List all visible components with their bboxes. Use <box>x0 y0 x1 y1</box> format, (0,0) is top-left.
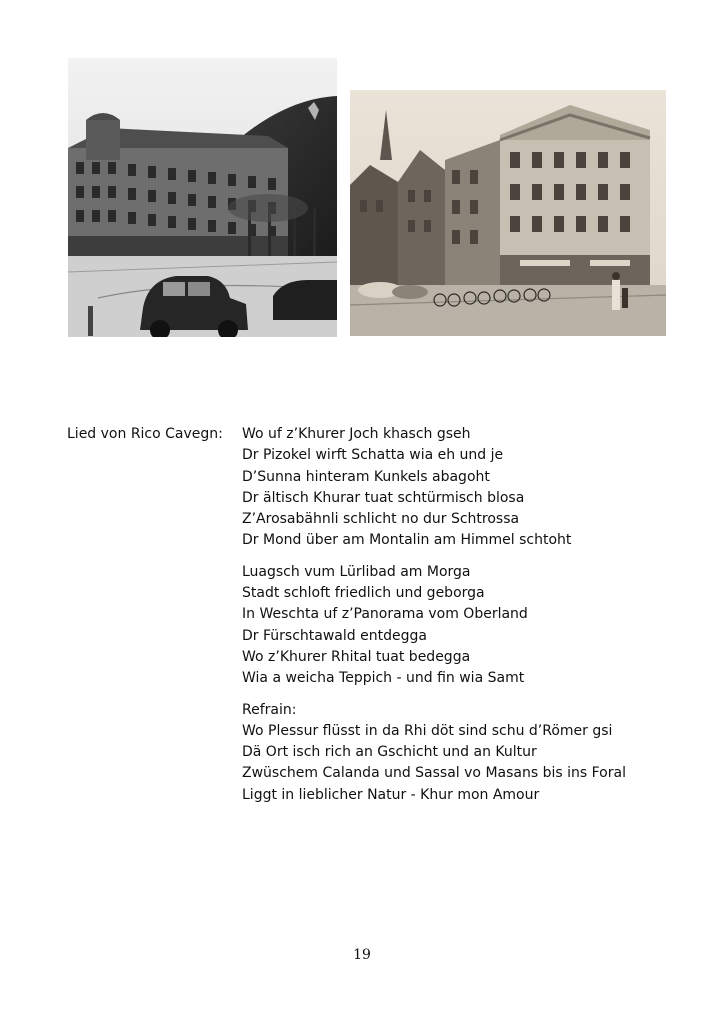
lyric-line: Zwüschem Calanda und Sassal vo Masans bis ins Foral <box>242 765 626 782</box>
lyric-line: Wo Plessur flüsst in da Rhi döt sind schu d’Römer gsi <box>242 722 613 739</box>
stanza-refrain <box>242 700 626 806</box>
left-photo <box>68 58 337 337</box>
lyric-line: Dr Mond über am Montalin am Himmel schtoht <box>242 532 572 549</box>
page-number: 19 <box>353 947 371 963</box>
lyric-line: Wo uf z’Khurer Joch khasch gseh <box>242 426 471 442</box>
lyric-line: Luagsch vum Lürlibad am Morga <box>242 563 471 580</box>
lyric-line: Wo z’Khurer Rhital tuat bedegga <box>242 648 471 665</box>
right-photo <box>350 90 666 336</box>
song-lyrics <box>242 424 626 816</box>
lyric-line: Z’Arosabähnli schlicht no dur Schtrossa <box>242 511 520 528</box>
lyric-line: Wia a weicha Teppich - und fin wia Samt <box>242 670 525 687</box>
lyric-line: Liggt in lieblicher Natur - Khur mon Amour <box>242 786 540 803</box>
lyric-line: Dr Pizokel wirft Schatta wia eh und je <box>242 447 504 464</box>
stanza-1 <box>242 424 626 552</box>
refrain-heading: Refrain: <box>242 701 297 718</box>
lyric-line: Dr ältisch Khurar tuat schtürmisch blosa <box>242 489 525 506</box>
lyric-line: Dr Fürschtawald entdegga <box>242 627 427 644</box>
lyric-line: Dä Ort isch rich an Gschicht und an Kultur <box>242 744 537 761</box>
lyric-line: D’Sunna hinteram Kunkels abagoht <box>242 468 490 485</box>
stanza-2 <box>242 562 626 690</box>
song-author-label: Lied von Rico Cavegn: <box>67 426 223 442</box>
lyric-line: In Weschta uf z’Panorama vom Oberland <box>242 606 528 623</box>
lyric-line: Stadt schloft friedlich und geborga <box>242 585 485 602</box>
